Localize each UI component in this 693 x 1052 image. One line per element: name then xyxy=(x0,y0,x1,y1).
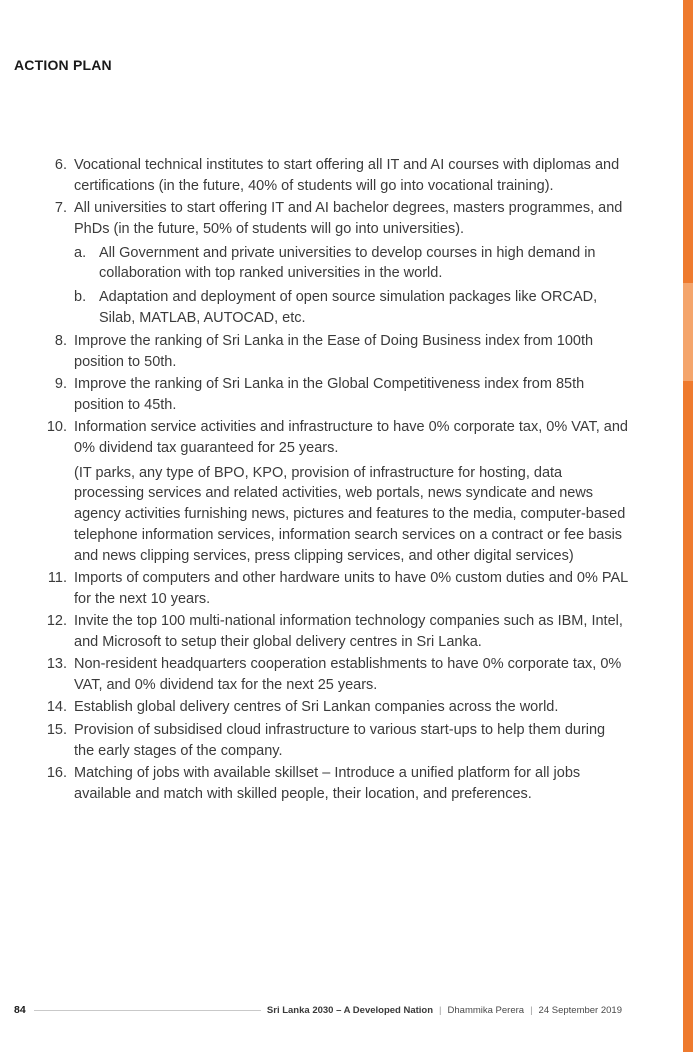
list-item xyxy=(42,720,628,762)
footer-doc-title: Sri Lanka 2030 – A Developed Nation xyxy=(266,1004,434,1016)
footer-rule xyxy=(34,1010,261,1011)
item-text: Matching of jobs with available skillset – Introduce a unified platform for all jobs available and match with skilled people, their location, and preferences. xyxy=(74,764,581,802)
side-bar-tab xyxy=(683,283,693,381)
item-text: Non-resident headquarters cooperation establishments to have 0% corporate tax, 0% VAT, and 0% dividend tax for the next 25 years. xyxy=(74,656,622,694)
footer-separator: | xyxy=(530,1004,533,1016)
item-number: 8. xyxy=(54,332,67,349)
item-text: Vocational technical institutes to start offering all IT and AI courses with diplomas and certifications (in the future, 40% of students will go into vocational training). xyxy=(74,157,620,194)
item-text: All universities to start offering IT and AI bachelor degrees, masters programmes, and PhDs (in the future, 50% of students will go into universities). xyxy=(74,200,623,237)
sub-item-letter: b. xyxy=(74,289,87,306)
action-list xyxy=(42,155,628,806)
item-number: 7. xyxy=(54,200,67,217)
list-item xyxy=(42,568,628,610)
sub-item xyxy=(74,287,628,329)
sub-item-letter: a. xyxy=(74,244,87,261)
list-item xyxy=(42,198,628,329)
item-text: Improve the ranking of Sri Lanka in the Ease of Doing Business index from 100th position to 50th. xyxy=(74,332,594,370)
item-number: 9. xyxy=(54,375,67,392)
item-text: Invite the top 100 multi-national information technology companies such as IBM, Intel, and Microsoft to setup their global delivery centres in Sri Lanka. xyxy=(74,613,623,651)
item-text: Imports of computers and other hardware units to have 0% custom duties and 0% PAL for the next 10 years. xyxy=(74,570,628,607)
item-number: 12. xyxy=(46,613,67,630)
item-number: 16. xyxy=(46,764,67,781)
list-item xyxy=(42,417,628,567)
item-number: 11. xyxy=(47,570,67,587)
list-item xyxy=(42,763,628,805)
item-number: 13. xyxy=(46,656,67,673)
list-item xyxy=(42,697,628,718)
item-text: Improve the ranking of Sri Lanka in the Global Competitiveness index from 85th position to 45th. xyxy=(74,375,585,413)
section-title: ACTION PLAN xyxy=(14,57,112,73)
list-item xyxy=(42,331,628,373)
item-number: 6. xyxy=(54,157,67,173)
list-item xyxy=(42,155,628,197)
footer-separator: | xyxy=(439,1004,442,1016)
sub-item xyxy=(74,243,628,285)
orange-side-bar xyxy=(683,0,693,1052)
sub-item-text: Adaptation and deployment of open source simulation packages like ORCAD, Silab, MATLAB, AUTOCAD, etc. xyxy=(99,289,598,327)
item-note: (IT parks, any type of BPO, KPO, provision of infrastructure for hosting, data processing services and related activities, web portals, news syndicate and news agency activities furnishing news, pictures and features to the media, computer-based telephone information services, information search services on a contract or fee basis and news clipping services, press clipping services, and other digital services) xyxy=(74,464,626,564)
item-text: Establish global delivery centres of Sri Lankan companies across the world. xyxy=(74,699,559,716)
footer-date: 24 September 2019 xyxy=(538,1004,622,1016)
page-number: 84 xyxy=(14,1004,26,1016)
item-number: 15. xyxy=(46,721,67,738)
footer-author: Dhammika Perera xyxy=(447,1004,525,1016)
list-item xyxy=(42,654,628,696)
item-number: 14. xyxy=(46,699,67,716)
page-footer xyxy=(14,1003,622,1017)
item-text: Provision of subsidised cloud infrastructure to various start-ups to help them during the early stages of the company. xyxy=(74,721,606,759)
item-number: 10. xyxy=(46,419,67,436)
list-item xyxy=(42,374,628,416)
list-item xyxy=(42,611,628,653)
sub-item-text: All Government and private universities to develop courses in high demand in collaboration with top ranked universities in the world. xyxy=(99,244,596,282)
item-text: Information service activities and infrastructure to have 0% corporate tax, 0% VAT, and 0% dividend tax guaranteed for 25 years. xyxy=(74,419,628,456)
